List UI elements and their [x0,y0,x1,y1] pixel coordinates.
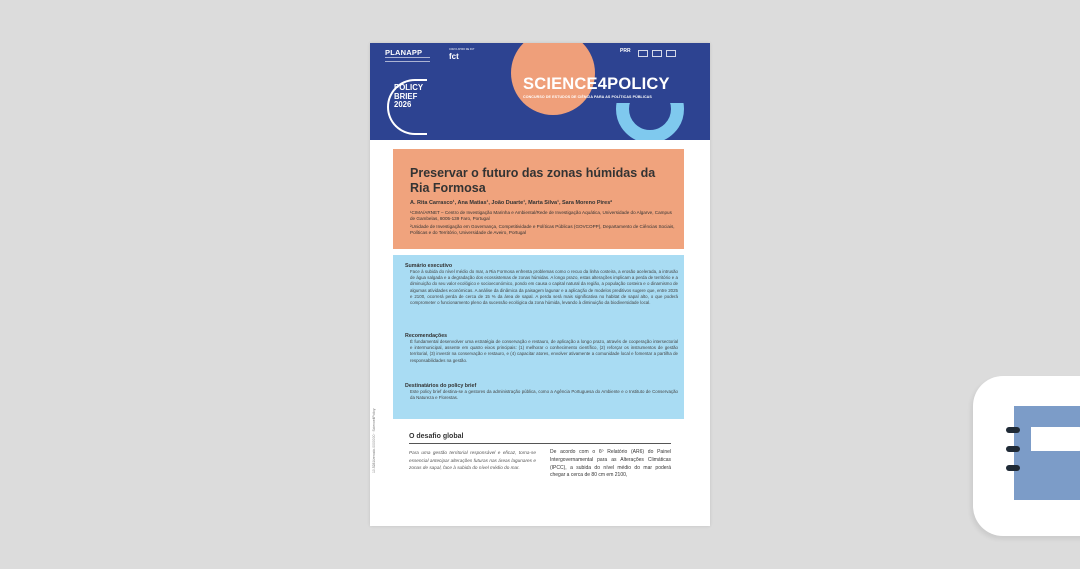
affiliation-2: ²Unidade de Investigação em Governança, Competitividade e Políticas Públicas (GOVCOPP), Departamento de Ciências Sociais, Políticas e do Território, Universidade de Aveiro, Portugal [410,224,675,235]
section-body: De acordo com o 6º Relatório (AR6) do Painel Intergovernamental para as Alterações Climáticas (IPCC), a subida do nível médio do mar poderá chegar a cerca de 80 cm em 2100, [550,449,671,479]
notebook-ring-3 [1006,465,1020,471]
notebook-ring-1 [1006,427,1020,433]
republic-logo [638,50,648,57]
eu-flag-logo [652,50,662,57]
section-intro: Para uma gestão territorial responsável e eficaz, torna-se essencial antecipar alterações futuras nas áreas lagunares e zonas de sapal, face à subida do nível médio do mar. [409,450,536,470]
affiliation-1: ¹CIMA/ARNET – Centro de Investigação Marinha e Ambiental/Rede de Investigação Aquática, Universidade do Algarve, Campus de Gambelas, 8005-139 Faro, Portugal [410,210,672,221]
program-title: SCIENCE4POLICY [523,75,670,93]
summary-heading: Sumário executivo [405,263,453,269]
fct-logo: fct [449,52,459,61]
header-banner [370,43,710,140]
audience-heading: Destinatários do policy brief [405,383,477,389]
fct-caption: COM O APOIO DE FCT [449,48,475,51]
planapp-logo: PLANAPP [385,48,423,57]
title-box [393,149,684,249]
program-subtitle: CONCURSO DE ESTUDOS DE CIÊNCIA PARA AS POLÍTICAS PÚBLICAS [523,95,652,99]
section-rule [409,443,671,444]
authors: A. Rita Carrasco¹, Ana Matias¹, João Duarte¹, Marta Silva¹, Sara Moreno Pires² [410,200,613,206]
section-heading: O desafio global [409,433,464,440]
ministry-logo [666,50,676,57]
notebook-cover [1014,406,1080,500]
recommendations-text: É fundamental desenvolver uma estratégia de conservação e restauro, de aplicação a longo prazo, através de cooperação intersectorial e intermunicipal, assente em quatro eixos principais: (1) melhorar o conhecimento científico, (2) reforçar os instrumentos de gestão territorial, (3) investir na conservação e restauro, e (4) capacitar atores, envolver ativamente a comunidade local e fomentar a partilha de responsabilidades na gestão. [410,339,678,363]
summary-box [393,255,684,419]
policy-brief-badge: POLICY BRIEF 2026 [394,83,424,109]
summary-text: Face à subida do nível médio do mar, a Ria Formosa enfrenta problemas como o recuo da linha costeira, a erosão acelerada, a intrusão de água salgada e a degradação dos ecossistemas de zonas húmidas. A longo prazo, estas alterações implicam a perda de território e a diminuição do seu valor ecológico e socioeconómico, pondo em causa o capital natural da região, a população costeira e o dinamismo de algumas atividades económicas. A análise da dinâmica da paisagem lagunar e a aplicação de modelos preditivos sugere que, entre 2025 e 2100, ocorrerá perda de cerca de 15 % da área de sapal. A perda será mais significativa no habitat de sapal alto, o que poderá comprometer o funcionamento pleno da sucessão ecológica da zona húmida, levando à diminuição da biodiversidade local. [410,269,678,306]
recommendations-heading: Recomendações [405,333,448,339]
side-doi: 10.5281/zenodo.0000000 · Science4Policy [372,408,376,473]
policy-brief-page [370,43,710,526]
audience-text: Este policy brief destina-se a gestores da administração pública, como a Agência Portuguesa do Ambiente e o Instituto de Conservação da Natureza e Florestas. [410,389,678,401]
notebook-ring-2 [1006,446,1020,452]
brief-title: Preservar o futuro das zonas húmidas da Ria Formosa [410,166,656,195]
prr-logo: PRR [620,48,631,54]
